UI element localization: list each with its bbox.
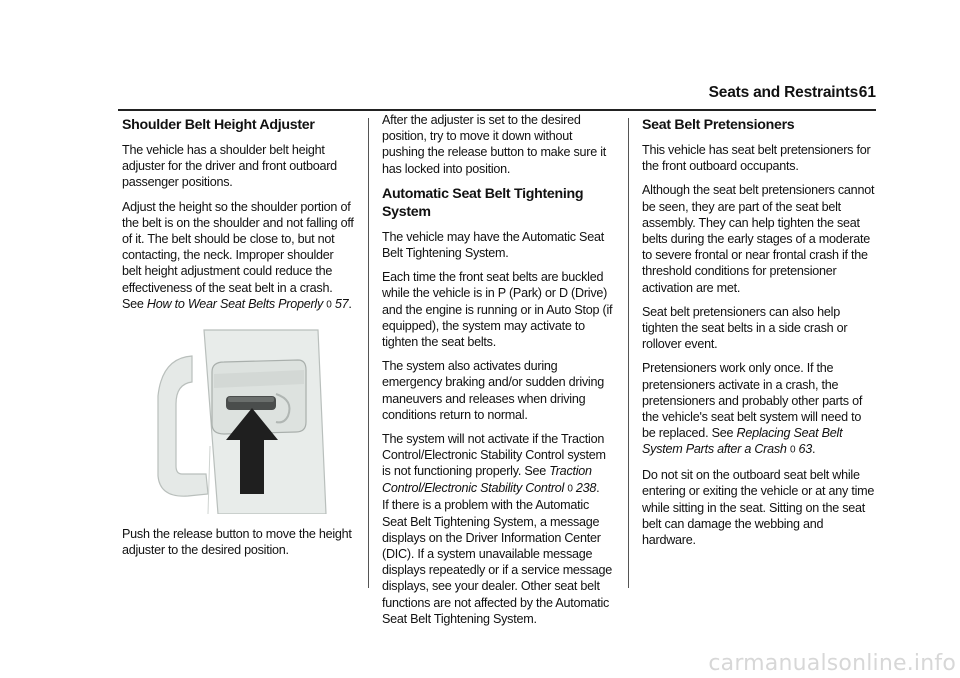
page-ref-icon: 0 — [567, 483, 573, 495]
height-adjuster-illustration — [148, 326, 348, 514]
paragraph: The system will not activate if the Traction Control/Electronic Stability Control system is not functioning properly. See Traction Control/Electronic Stability Control 0 238. — [382, 432, 606, 495]
column-middle — [382, 112, 616, 635]
page-ref[interactable]: 63 — [798, 442, 813, 457]
column-left — [122, 114, 354, 566]
paragraph: This vehicle has seat belt pretensioners for the front outboard occupants. — [642, 143, 871, 174]
column-divider — [628, 118, 629, 588]
page-ref-icon: 0 — [789, 444, 796, 456]
column-right — [642, 114, 876, 556]
paragraph: The vehicle has a shoulder belt height adjuster for the driver and front outboard passenger positions. — [122, 143, 337, 190]
paragraph: Seat belt pretensioners can also help tighten the seat belts in a side crash or rollover event. — [642, 304, 848, 352]
paragraph: If there is a problem with the Automatic Seat Belt Tightening System, a message displays on the Driver Information Center (DIC). If a system unavailable message displays repeatedly or if a service message displays, see your dealer. Other seat belt functions are not affected by the Automatic Seat Belt Tightening System. — [382, 498, 613, 626]
watermark: carmanualsonline.info — [708, 651, 956, 676]
page-ref[interactable]: 57 — [334, 296, 349, 311]
figure-caption: Push the release button to move the height adjuster to the desired position. — [122, 526, 352, 557]
paragraph: Although the seat belt pretensioners cannot be seen, they are part of the seat belt assembly. They can help tighten the seat belts during the early stages of a moderate to severe frontal or near frontal crash if the threshold conditions for pretensioner activation are met. — [642, 183, 875, 295]
link-how-to-wear-seat-belts[interactable]: How to Wear Seat Belts Properly — [146, 296, 324, 311]
section-title: Seats and Restraints — [708, 84, 858, 101]
heading-automatic-seat-belt-tightening: Automatic Seat Belt Tightening System — [382, 185, 584, 220]
link-replacing-seat-belt-parts[interactable]: Replacing Seat Belt System Parts after a Crash — [642, 426, 843, 457]
link-traction-control[interactable]: Traction Control/Electronic Stability Control — [382, 464, 592, 495]
page-ref[interactable]: 238 — [575, 480, 597, 495]
paragraph: Do not sit on the outboard seat belt while entering or exiting the vehicle or at any time while sitting in the seat. Sitting on the seat belt can damage the webbing and hardware. — [642, 468, 875, 547]
heading-seat-belt-pretensioners: Seat Belt Pretensioners — [642, 117, 795, 133]
paragraph: The vehicle may have the Automatic Seat Belt Tightening System. — [382, 229, 604, 261]
page-number: 61 — [858, 84, 876, 101]
paragraph: Adjust the height so the shoulder portion of the belt is on the shoulder and not falling off of it. The belt should be close to, but not contacting, the neck. Improper shoulder belt height adjustment could reduce the effectiveness of the seat belt in a crash. See How to Wear Seat Belts Properly 0 57. — [122, 199, 354, 311]
header-rule — [118, 109, 876, 111]
paragraph: The system also activates during emergency braking and/or sudden driving maneuvers and releases when driving conditions return to normal. — [382, 359, 604, 422]
paragraph: Each time the front seat belts are buckled while the vehicle is in P (Park) or D (Drive) and the engine is running or in Auto Stop (if equipped), the system may activate to tighten the seat belts. — [382, 270, 613, 350]
heading-shoulder-belt-height-adjuster: Shoulder Belt Height Adjuster — [122, 117, 315, 133]
paragraph: Pretensioners work only once. If the pretensioners activate in a crash, the pretensioners and probably other parts of the vehicle's seat belt system will need to be replaced. See Replacing Seat Belt System Parts after a Crash 0 63. — [642, 361, 863, 457]
page-ref-icon: 0 — [326, 299, 332, 311]
paragraph: After the adjuster is set to the desired position, try to move it down without pushing the release button to make sure it has locked into position. — [382, 113, 607, 176]
column-divider — [368, 118, 369, 588]
